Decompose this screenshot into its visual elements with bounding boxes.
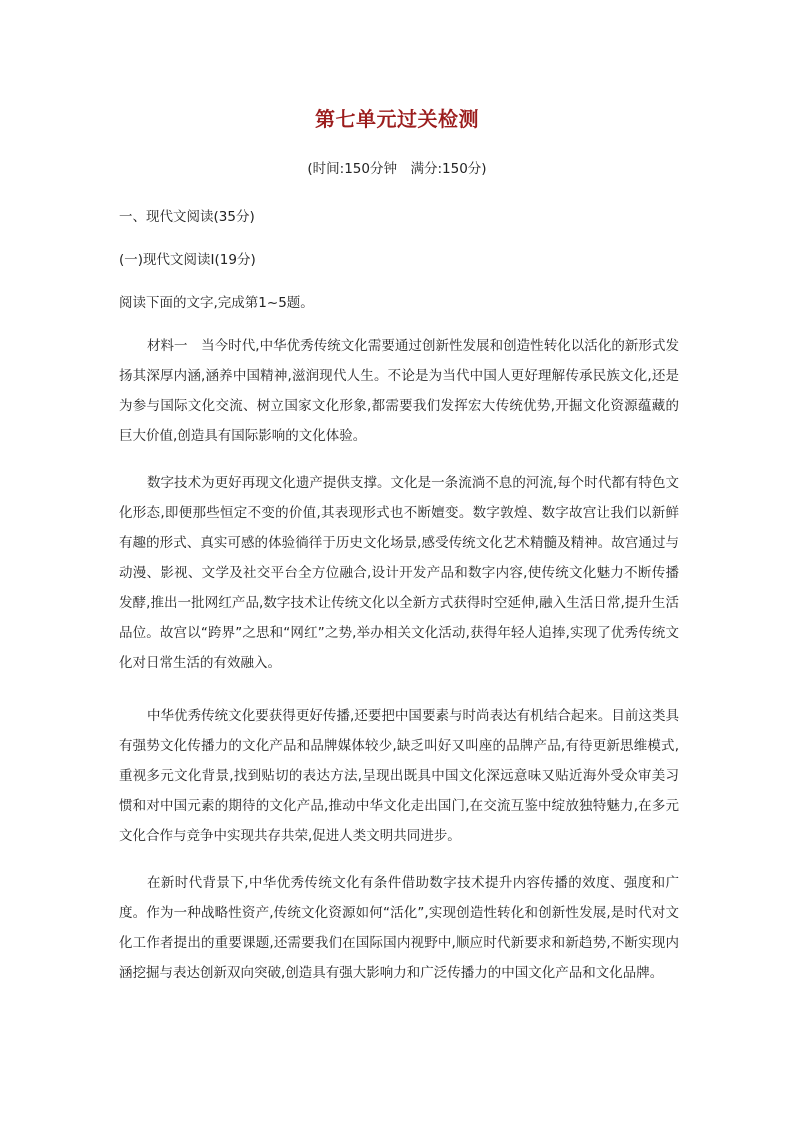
paragraph-2: 数字技术为更好再现文化遗产提供支撑。文化是一条流淌不息的河流,每个时代都有特色文化形态,即便那些恒定不变的价值,其表现形式也不断嬗变。数字敦煌、数字故宫让我们以新鲜有趣的形式、真实可感的体验徜徉于历史文化场景,感受传统文化艺术精髓及精神。故宫通过与动漫、影视、文学及社交平台全方位融合,设计开发产品和数字内容,使传统文化魅力不断传播发酵,推出一批网红产品,数字技术让传统文化以全新方式获得时空延伸,融入生活日常,提升生活品位。故宫以“跨界”之思和“网红”之势,举办相关文化活动,获得年轻人追捧,实现了优秀传统文化对日常生活的有效融入。 [119,475,679,671]
page-title: 第七单元过关检测 [315,107,479,131]
subsection-heading: (一)现代文阅读Ⅰ(19分) [119,252,256,268]
section-heading: 一、现代文阅读(35分) [119,209,255,225]
reading-instruction: 阅读下面的文字,完成第1~5题。 [119,295,314,311]
paragraph-1: 材料一 当今时代,中华优秀传统文化需要通过创新性发展和创造性转化以活化的新形式发扬其深厚内涵,涵养中国精神,滋润现代人生。不论是为当代中国人更好理解传承民族文化,还是为参与国际文化交流、树立国家文化形象,都需要我们发挥宏大传统优势,开掘文化资源蕴藏的巨大价值,创造具有国际影响的文化体验。 [119,338,679,444]
exam-time-score: (时间:150分钟 满分:150分) [307,161,487,177]
paragraph-3: 中华优秀传统文化要获得更好传播,还要把中国要素与时尚表达有机结合起来。目前这类具有强势文化传播力的文化产品和品牌媒体较少,缺乏叫好又叫座的品牌产品,有待更新思维模式,重视多元文化背景,找到贴切的表达方法,呈现出既具中国文化深远意味又贴近海外受众审美习惯和对中国元素的期待的文化产品,推动中华文化走出国门,在交流互鉴中绽放独特魅力,在多元文化合作与竞争中实现共存共荣,促进人类文明共同进步。 [119,708,679,844]
paragraph-4: 在新时代背景下,中华优秀传统文化有条件借助数字技术提升内容传播的效度、强度和广度。作为一种战略性资产,传统文化资源如何“活化”,实现创造性转化和创新性发展,是时代对文化工作者提出的重要课题,还需要我们在国际国内视野中,顺应时代新要求和新趋势,不断实现内涵挖掘与表达创新双向突破,创造具有强大影响力和广泛传播力的中国文化产品和文化品牌。 [119,875,679,981]
